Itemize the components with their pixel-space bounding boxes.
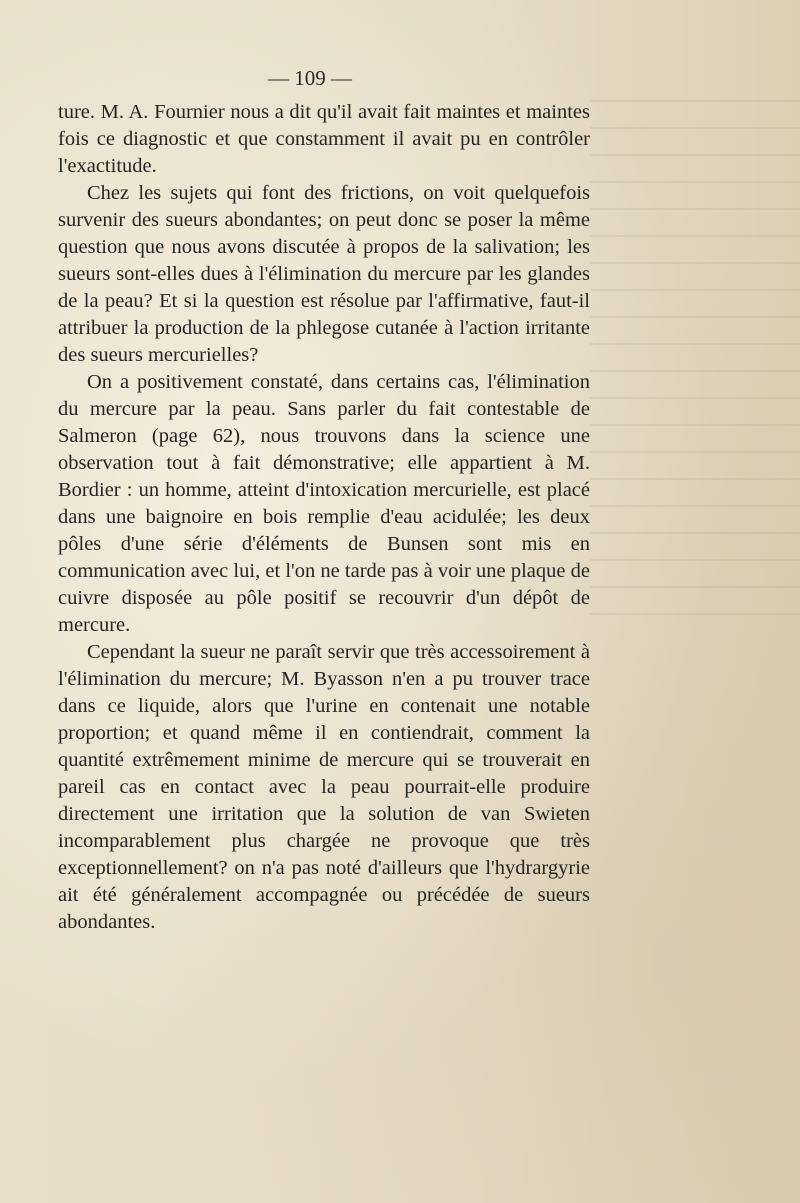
page-number: — 109 — [268,66,352,90]
show-through-text [590,100,800,620]
paragraph: ture. M. A. Fournier nous a dit qu'il avait fait maintes et maintes fois ce diagnostic et que constamment il avait pu en contrôler l'exactitude. [58,101,590,177]
body-text [58,99,590,936]
paragraph: On a positivement constaté, dans certains cas, l'élimination du mercure par la peau. Sans parler du fait contestable de Salmeron (page 62), nous trouvons dans la science une observation tout à fait démonstrative; elle appartient à M. Bordier : un homme, atteint d'intoxication mercurielle, est placé dans une baignoire en bois remplie d'eau acidulée; les deux pôles d'une série d'éléments de Bunsen sont mis en communication avec lui, et l'on ne tarde pas à voir une plaque de cuivre disposée au pôle positif se recouvrir d'un dépôt de mercure. [58,371,590,636]
paragraph: Chez les sujets qui font des frictions, on voit quelquefois survenir des sueurs abondantes; on peut donc se poser la même question que nous avons discutée à propos de la salivation; les sueurs sont-elles dues à l'élimination du mercure par les glandes de la peau? Et si la question est résolue par l'affirmative, faut-il attribuer la production de la phlegose cutanée à l'action irritante des sueurs mercurielles? [58,182,590,366]
paragraph: Cependant la sueur ne paraît servir que très accessoirement à l'élimination du mercure; M. Byasson n'en a pu trouver trace dans ce liquide, alors que l'urine en contenait une notable proportion; et quand même il en contiendrait, comment la quantité extrêmement minime de mercure qui se trouverait en pareil cas en contact avec la peau pourrait-elle produire directement une irritation que la solution de van Swieten incomparablement plus chargée ne provoque que très exceptionnellement? on n'a pas noté d'ailleurs que l'hydrargyrie ait été généralement accompagnée ou précédée de sueurs abondantes. [58,641,590,933]
